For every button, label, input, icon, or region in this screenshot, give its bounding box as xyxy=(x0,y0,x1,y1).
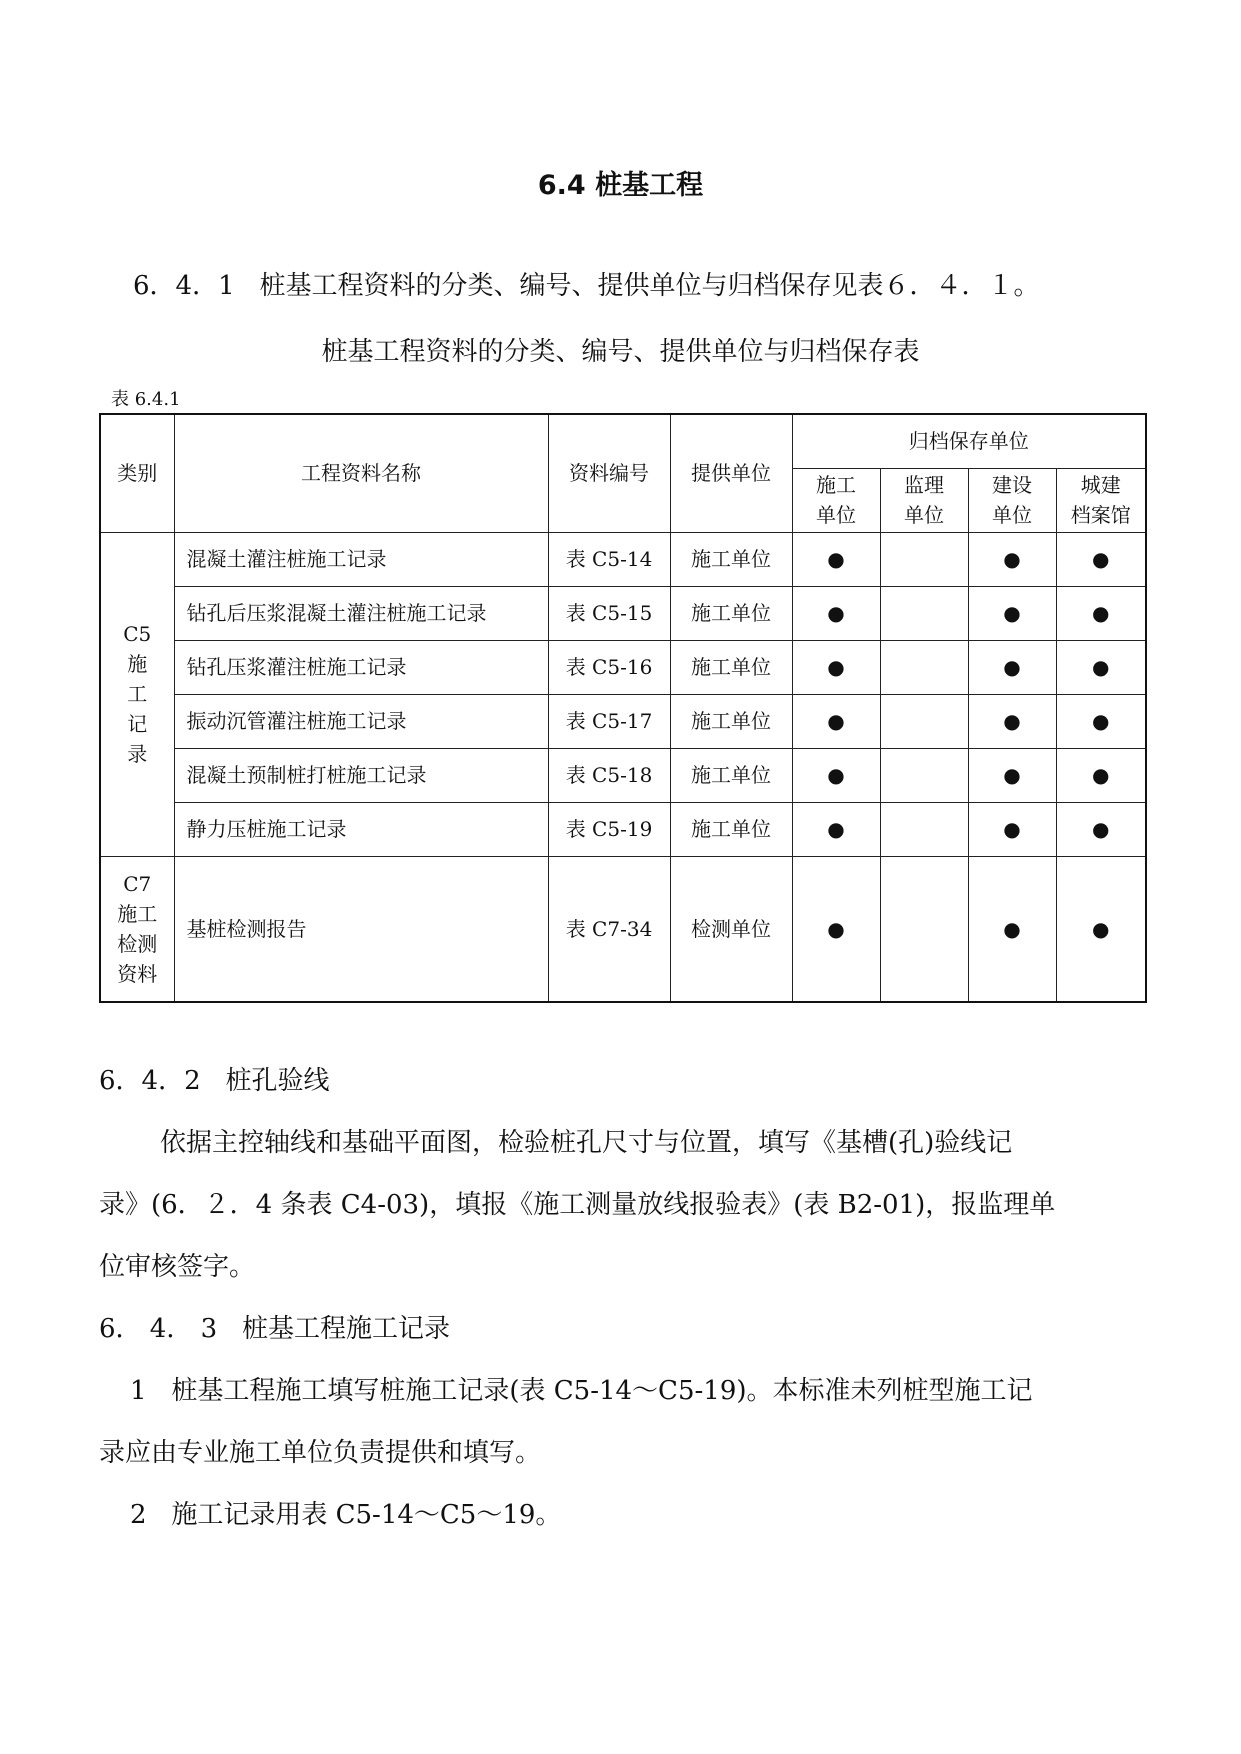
archive-mark: ● xyxy=(792,856,880,1002)
archive-mark: ● xyxy=(968,856,1056,1002)
archive-mark: ● xyxy=(968,640,1056,694)
record-code: 表 C5-14 xyxy=(548,532,670,586)
archive-mark xyxy=(880,856,968,1002)
item-number: 1 xyxy=(130,1376,147,1406)
table-row xyxy=(100,694,1146,748)
archive-mark: ● xyxy=(792,532,880,586)
paragraph-line: 位审核签字。 xyxy=(99,1252,256,1282)
category-cell-c5: C5 施 工 记 录 xyxy=(100,532,174,856)
record-name: 钻孔后压浆混凝土灌注桩施工记录 xyxy=(174,586,548,640)
paragraph-line: 录》(6．２．4 条表 C4-03)，填报《施工测量放线报验表》(表 B2-01)，报监理单 xyxy=(99,1190,1056,1220)
record-provider: 检测单位 xyxy=(670,856,792,1002)
record-code: 表 C5-15 xyxy=(548,586,670,640)
record-provider: 施工单位 xyxy=(670,586,792,640)
archive-mark: ● xyxy=(1056,694,1146,748)
archive-mark: ● xyxy=(792,802,880,856)
archive-mark: ● xyxy=(968,748,1056,802)
record-provider: 施工单位 xyxy=(670,748,792,802)
section-title: 6.4 桩基工程 xyxy=(537,170,704,201)
archive-mark: ● xyxy=(1056,856,1146,1002)
record-name: 静力压桩施工记录 xyxy=(174,802,548,856)
archive-mark: ● xyxy=(968,802,1056,856)
clause-number: 6．4．2 xyxy=(99,1066,201,1096)
item-text: 桩基工程施工填写桩施工记录(表 C5-14～C5-19)。本标准未列桩型施工记 xyxy=(171,1376,1033,1406)
archive-mark xyxy=(880,586,968,640)
clause-6-4-2-heading xyxy=(99,1060,329,1097)
table-row xyxy=(100,802,1146,856)
archive-mark xyxy=(880,532,968,586)
archive-mark: ● xyxy=(968,586,1056,640)
header-archive-group: 归档保存单位 xyxy=(792,414,1146,468)
item-1-line xyxy=(130,1370,1033,1407)
archive-mark: ● xyxy=(792,694,880,748)
archive-mark xyxy=(880,802,968,856)
clause-title: 桩孔验线 xyxy=(225,1066,330,1096)
archive-mark: ● xyxy=(792,748,880,802)
table-title: 桩基工程资料的分类、编号、提供单位与归档保存表 xyxy=(321,337,920,367)
item-1-line: 录应由专业施工单位负责提供和填写。 xyxy=(99,1438,542,1468)
header-archive-unit: 监理 单位 xyxy=(880,468,968,532)
record-code: 表 C7-34 xyxy=(548,856,670,1002)
archive-mark: ● xyxy=(1056,802,1146,856)
archive-mark: ● xyxy=(1056,748,1146,802)
record-provider: 施工单位 xyxy=(670,532,792,586)
table-row xyxy=(100,586,1146,640)
archive-mark xyxy=(880,640,968,694)
archive-mark: ● xyxy=(1056,640,1146,694)
header-name: 工程资料名称 xyxy=(174,414,548,532)
table-number: 表 6.4.1 xyxy=(111,389,181,410)
archive-mark: ● xyxy=(1056,586,1146,640)
clause-text: 桩基工程资料的分类、编号、提供单位与归档保存见表６．４．１。 xyxy=(259,271,1040,301)
header-code: 资料编号 xyxy=(548,414,670,532)
record-code: 表 C5-17 xyxy=(548,694,670,748)
record-provider: 施工单位 xyxy=(670,640,792,694)
record-code: 表 C5-18 xyxy=(548,748,670,802)
table-row xyxy=(100,640,1146,694)
clause-number: 6． 4． 3 xyxy=(99,1314,218,1344)
record-name: 钻孔压浆灌注桩施工记录 xyxy=(174,640,548,694)
archive-mark: ● xyxy=(792,586,880,640)
record-name: 基桩检测报告 xyxy=(174,856,548,1002)
table-row xyxy=(100,532,1146,586)
record-provider: 施工单位 xyxy=(670,802,792,856)
paragraph-line: 依据主控轴线和基础平面图，检验桩孔尺寸与位置，填写《基槽(孔)验线记 xyxy=(160,1128,1013,1158)
archive-mark xyxy=(880,694,968,748)
record-code: 表 C5-19 xyxy=(548,802,670,856)
record-name: 振动沉管灌注桩施工记录 xyxy=(174,694,548,748)
item-number: 2 xyxy=(130,1500,147,1530)
archive-mark: ● xyxy=(1056,532,1146,586)
record-name: 混凝土灌注桩施工记录 xyxy=(174,532,548,586)
clause-number: 6．4．1 xyxy=(133,271,235,301)
header-archive-unit: 建设 单位 xyxy=(968,468,1056,532)
archive-mark: ● xyxy=(968,694,1056,748)
clause-6-4-1 xyxy=(133,265,1039,302)
archive-mark: ● xyxy=(792,640,880,694)
table-row xyxy=(100,856,1146,1002)
header-category: 类别 xyxy=(100,414,174,532)
header-archive-unit: 施工 单位 xyxy=(792,468,880,532)
item-text: 施工记录用表 C5-14～C5～19。 xyxy=(171,1500,562,1530)
record-provider: 施工单位 xyxy=(670,694,792,748)
item-2-line xyxy=(130,1494,561,1531)
record-name: 混凝土预制桩打桩施工记录 xyxy=(174,748,548,802)
archive-table xyxy=(99,413,1147,1003)
table-row xyxy=(100,748,1146,802)
header-provider: 提供单位 xyxy=(670,414,792,532)
archive-mark: ● xyxy=(968,532,1056,586)
category-cell-c7: C7 施工 检测 资料 xyxy=(100,856,174,1002)
clause-title: 桩基工程施工记录 xyxy=(241,1314,450,1344)
record-code: 表 C5-16 xyxy=(548,640,670,694)
clause-6-4-3-heading xyxy=(99,1308,450,1345)
archive-mark xyxy=(880,748,968,802)
header-archive-unit: 城建 档案馆 xyxy=(1056,468,1146,532)
